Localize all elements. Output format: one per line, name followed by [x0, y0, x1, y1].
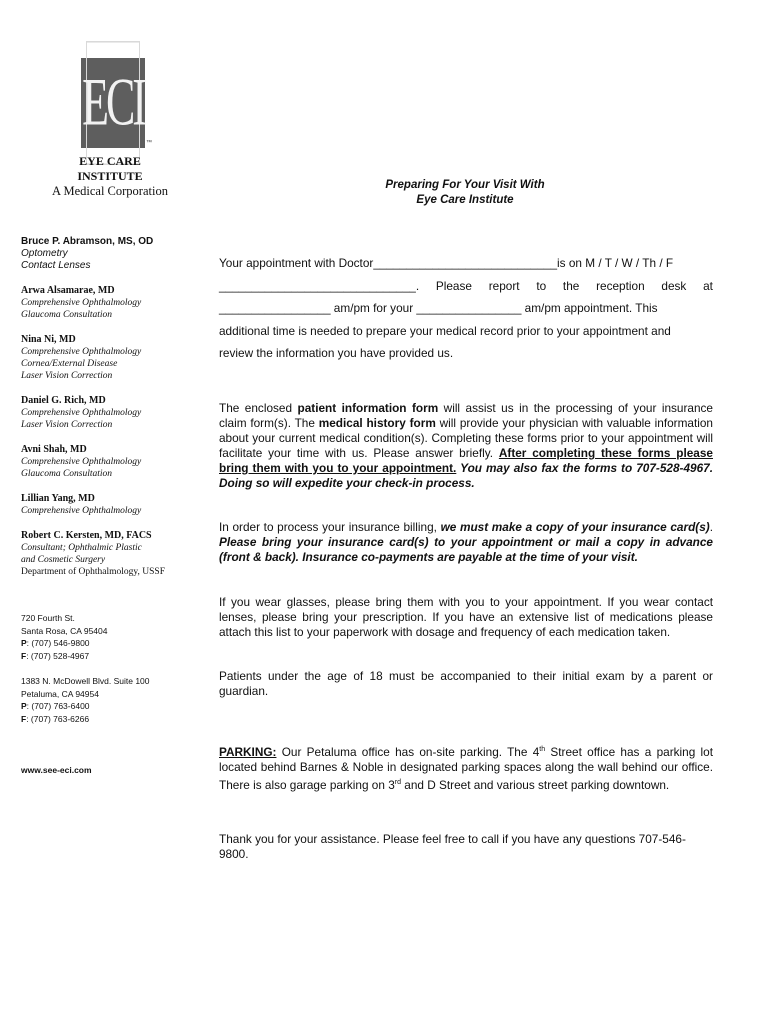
doctor-entry	[21, 444, 201, 480]
organization-name	[40, 154, 180, 184]
office-fax: F: (707) 763-6266	[21, 714, 90, 725]
office-phone: P: (707) 763-6400	[21, 701, 90, 712]
doctor-name: Avni Shah, MD	[21, 444, 87, 455]
eci-logo	[81, 58, 145, 148]
doctor-role: Comprehensive Ophthalmology	[21, 408, 142, 418]
appointment-line: review the information you have provided us.	[219, 346, 454, 360]
appointment-line: additional time is needed to prepare your medical record prior to your appointment and	[219, 323, 671, 338]
title-line2: Eye Care Institute	[416, 194, 514, 206]
office-petaluma	[21, 675, 201, 726]
doctor-role: and Cosmetic Surgery	[21, 555, 106, 565]
page-title	[345, 178, 585, 208]
forms-paragraph: The enclosed patient information form will assist us in the processing of your insurance claim form(s). The medical history form will provide your physician with valuable information about your current medical condition(s). Completing these forms prior to your appointment will facilitate your time with us. Please answer briefly. After completing these forms please bring them with you to your appointment. You may also fax the forms to 707-528-4967. Doing so will expedite your check-in process.	[219, 401, 713, 490]
office-city: Santa Rosa, CA 95404	[21, 625, 108, 636]
doctor-role: Comprehensive Ophthalmology	[21, 347, 142, 357]
doctor-role: Laser Vision Correction	[21, 420, 113, 430]
doctor-entry	[21, 530, 201, 578]
doctor-role: Comprehensive Ophthalmology	[21, 506, 142, 516]
doctor-role: Comprehensive Ophthalmology	[21, 457, 142, 467]
doctor-entry	[21, 334, 201, 382]
doctor-entry	[21, 285, 201, 321]
org-name-line2: INSTITUTE	[77, 169, 143, 183]
doctor-role: Glaucoma Consultation	[21, 469, 113, 479]
date-blank[interactable]: ______________________________.	[219, 278, 420, 293]
doctor-role: Glaucoma Consultation	[21, 310, 113, 320]
website-link[interactable]: www.see-eci.com	[21, 765, 92, 775]
doctor-role: Consultant; Ophthalmic Plastic	[21, 543, 142, 553]
insurance-paragraph: In order to process your insurance billing, we must make a copy of your insurance card(s). Please bring your insurance card(s) to your appointment or mail a copy in advance (front & back). Insurance co-payments are payable at the time of your visit.	[219, 520, 713, 564]
doctor-role: Contact Lenses	[21, 260, 91, 271]
doctor-role: Cornea/External Disease	[21, 359, 118, 369]
appointment-line: ______________________________. Please report to the reception desk at	[219, 275, 713, 298]
minors-paragraph: Patients under the age of 18 must be accompanied to their initial exam by a parent or guardian.	[219, 669, 713, 698]
doctor-entry	[21, 395, 201, 431]
org-name-line1: EYE CARE	[79, 154, 141, 168]
logo-text: ECI	[86, 41, 140, 165]
office-street: 1383 N. McDowell Blvd. Suite 100	[21, 676, 150, 686]
appointment-line: _________________ am/pm for your ________________ am/pm appointment. This	[219, 301, 658, 315]
thanks-paragraph: Thank you for your assistance. Please feel free to call if you have any questions 707-546-9800.	[219, 832, 686, 861]
parking-label: PARKING:	[219, 744, 277, 759]
doctor-name: Robert C. Kersten, MD, FACS	[21, 530, 152, 541]
doctor-list	[21, 236, 201, 591]
doctor-name: Nina Ni, MD	[21, 334, 76, 345]
office-santa-rosa	[21, 612, 201, 663]
title-line1: Preparing For Your Visit With	[385, 179, 545, 191]
office-fax: F: (707) 528-4967	[21, 651, 90, 662]
doctor-role: Comprehensive Ophthalmology	[21, 298, 142, 308]
parking-paragraph: PARKING: Our Petaluma office has on-site parking. The 4th Street office has a parking lot located behind Barnes & Noble in designated parking spaces along the wall behind our office. There is also garage parking on 3rd and D Street and various street parking downtown.	[219, 744, 714, 792]
doctor-role: Laser Vision Correction	[21, 371, 113, 381]
appointment-line: Your appointment with Doctor____________________________is on M / T / W / Th / F	[219, 256, 674, 270]
office-phone: P: (707) 546-9800	[21, 638, 90, 649]
organization-subtitle: A Medical Corporation	[52, 184, 168, 198]
glasses-paragraph: If you wear glasses, please bring them with you to your appointment. If you wear contact lenses, please bring your prescription. If you have an extensive list of medications please attach this list to your paperwork with dosage and frequency of each medication taken.	[219, 595, 713, 639]
appointment-paragraph	[219, 252, 713, 365]
office-city: Petaluma, CA 94954	[21, 688, 99, 699]
doctor-name: Daniel G. Rich, MD	[21, 395, 106, 406]
doctor-blank[interactable]: ____________________________	[373, 256, 558, 270]
trademark-symbol: ™	[146, 140, 152, 146]
doctor-name: Arwa Alsamarae, MD	[21, 285, 115, 296]
doctor-affiliation: Department of Ophthalmology, USSF	[21, 567, 165, 577]
office-street: 720 Fourth St.	[21, 613, 75, 623]
doctor-role: Optometry	[21, 248, 68, 259]
doctor-name: Lillian Yang, MD	[21, 493, 95, 504]
doctor-name: Bruce P. Abramson, MS, OD	[21, 236, 154, 247]
doctor-entry	[21, 493, 201, 517]
doctor-entry	[21, 236, 201, 272]
